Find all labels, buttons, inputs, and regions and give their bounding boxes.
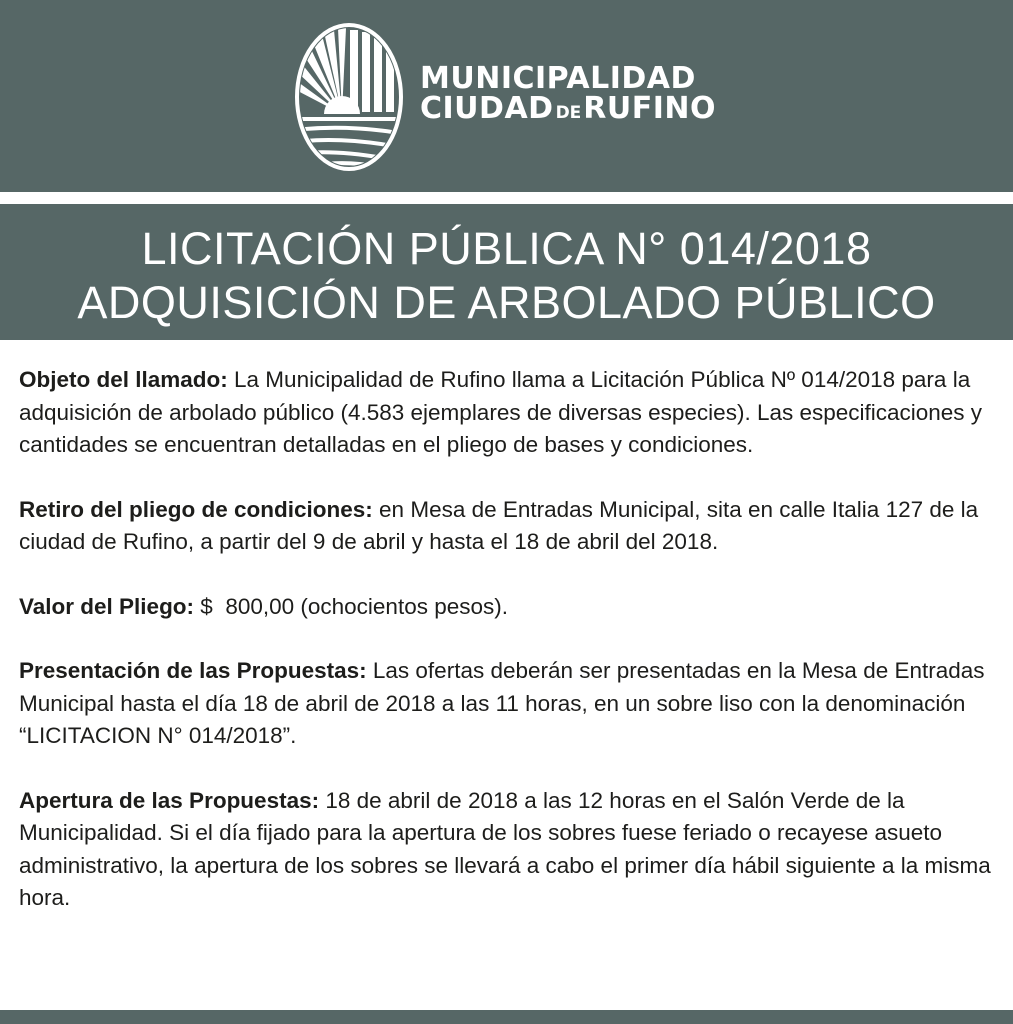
title-line-1: LICITACIÓN PÚBLICA N° 014/2018 — [141, 223, 872, 274]
section-text: Las ofertas deberán ser presentadas en la Mesa de Entradas Municipal hasta el día 18 de abril de 2018 a las 11 horas, en un sobre liso con la denominación “LICITACION N° 014/2018”. — [19, 658, 985, 748]
footer-bar — [0, 1010, 1013, 1024]
section-label: Presentación de las Propuestas: — [19, 658, 367, 683]
title-band — [0, 204, 1013, 340]
brand-line-1: MUNICIPALIDAD — [420, 61, 696, 96]
section-text: 18 de abril de 2018 a las 12 horas en el Salón Verde de la Municipalidad. Si el día fijado para la apertura de los sobres fuese feriado o recayese asueto administrativo, la apertura de los sobres se llevará a cabo el primer día hábil siguiente a la misma hora. — [19, 787, 991, 910]
sun-fields-emblem-icon — [294, 22, 404, 172]
section-text: La Municipalidad de Rufino llama a Licitación Pública Nº 014/2018 para la adquisición de arbolado público (4.583 ejemplares de diversas especies). Las especificaciones y cantidades se encuentran detalladas en el pliego de bases y condiciones. — [19, 367, 983, 457]
section-text: $ 800,00 (ochocientos pesos). — [194, 593, 508, 619]
header-band — [0, 0, 1013, 192]
brand-line-2-de: DE — [555, 103, 582, 123]
title-line-2: ADQUISICIÓN DE ARBOLADO PÚBLICO — [77, 277, 936, 328]
section-valor — [19, 591, 999, 624]
brand-line-2-b: RUFINO — [583, 91, 717, 126]
section-objeto — [19, 364, 999, 462]
brand-name — [420, 61, 717, 128]
brand-line-2-a: CIUDAD — [420, 91, 554, 126]
section-label: Apertura de las Propuestas: — [19, 787, 320, 813]
notice-body — [19, 364, 999, 915]
brand-line-2 — [420, 91, 717, 128]
section-apertura — [19, 785, 999, 915]
section-retiro — [19, 494, 999, 559]
section-presentacion — [19, 655, 999, 753]
section-label: Retiro del pliego de condiciones: — [19, 496, 373, 522]
section-label: Valor del Pliego: — [19, 593, 195, 619]
section-label: Objeto del llamado: — [19, 367, 228, 392]
section-text: en Mesa de Entradas Municipal, sita en calle Italia 127 de la ciudad de Rufino, a partir del 9 de abril y hasta el 18 de abril del 2018. — [19, 496, 979, 554]
